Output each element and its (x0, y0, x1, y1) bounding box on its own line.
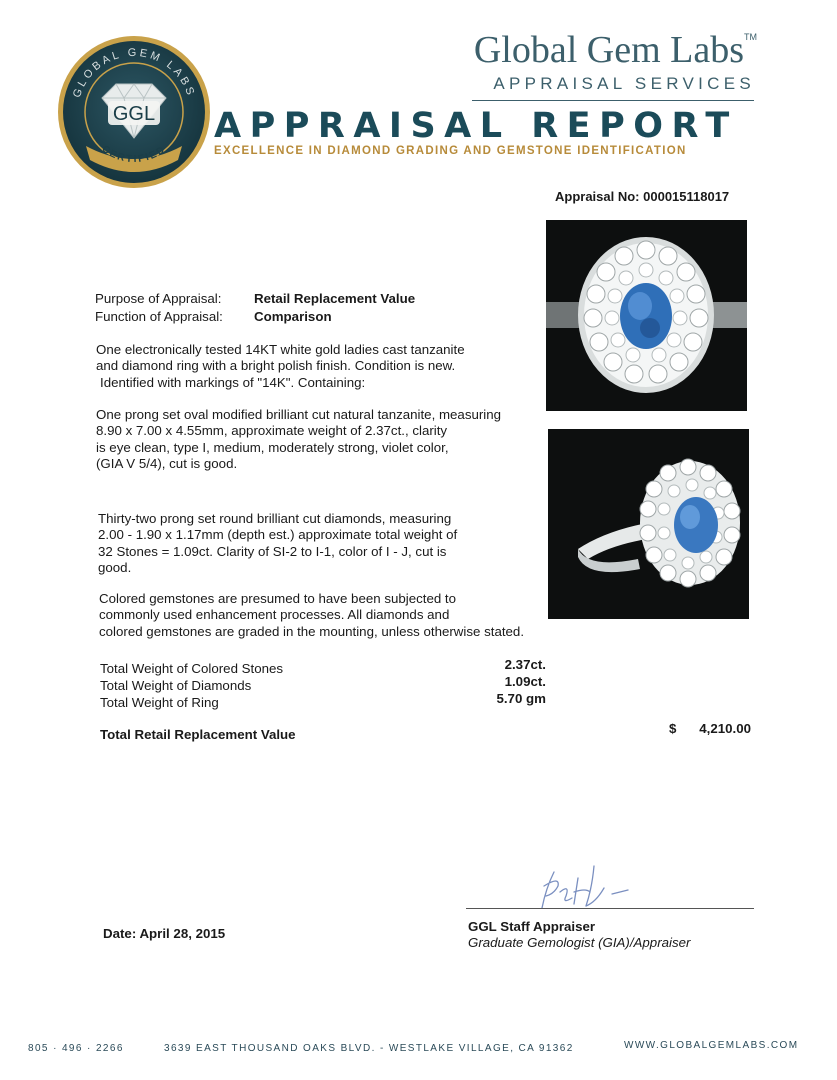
function-value: Comparison (254, 309, 332, 324)
diamonds-line: good. (98, 559, 132, 575)
total-ring-weight-label: Total Weight of Ring (100, 695, 219, 710)
total-ring-weight-value: 5.70 gm (496, 691, 546, 706)
tanzanite-line: (GIA V 5/4), cut is good. (96, 455, 238, 471)
footer-phone: 805 · 496 · 2266 (28, 1043, 124, 1054)
tanzanite-line: One prong set oval modified brilliant cut natural tanzanite, measuring (96, 407, 502, 422)
tanzanite-line: 8.90 x 7.00 x 4.55mm, approximate weight of 2.37ct., clarity (96, 423, 448, 439)
tanzanite-description (96, 407, 501, 472)
report-tagline: EXCELLENCE IN DIAMOND GRADING AND GEMSTONE IDENTIFICATION (214, 145, 687, 157)
description-line: Identified with markings of "14K". Containing: (100, 374, 366, 390)
seal-center-text: GGL (112, 103, 156, 125)
trademark-mark: TM (744, 32, 757, 42)
function-label: Function of Appraisal: (95, 309, 223, 324)
brand-name (474, 28, 757, 72)
footer-address: 3639 EAST THOUSAND OAKS BLVD. - WESTLAKE VILLAGE, CA 91362 (164, 1043, 574, 1054)
total-colored-stones-label: Total Weight of Colored Stones (100, 661, 284, 676)
diamonds-line: 32 Stones = 1.09ct. Clarity of SI-2 to I-1, color of I - J, cut is (98, 543, 447, 559)
tanzanite-line: is eye clean, type I, medium, moderately strong, violet color, (96, 439, 449, 455)
ring-photo-top-view (546, 220, 747, 411)
replacement-value-amount: 4,210.00 (699, 721, 751, 736)
total-diamonds-value: 1.09ct. (504, 674, 546, 689)
replacement-value-currency: $ (669, 721, 677, 736)
total-colored-stones-value: 2.37ct. (504, 657, 546, 672)
ring-description (96, 342, 465, 391)
brand-name-text: Global Gem Labs (473, 29, 744, 71)
appraisal-date: Date: April 28, 2015 (103, 926, 226, 941)
report-title: APPRAISAL REPORT (214, 106, 738, 146)
total-diamonds-label: Total Weight of Diamonds (100, 678, 252, 693)
appraiser-name: GGL Staff Appraiser (468, 919, 596, 934)
seal-bottom-text: CERTIFIED (99, 143, 169, 166)
replacement-value-label: Total Retail Replacement Value (100, 727, 296, 742)
notice-line: commonly used enhancement processes. All diamonds and (99, 607, 450, 623)
brand-divider (472, 100, 754, 101)
diamonds-line: 2.00 - 1.90 x 1.17mm (depth est.) approximate total weight of (98, 527, 458, 543)
seal-top-text: GLOBAL GEM LABS (70, 46, 198, 100)
purpose-label: Purpose of Appraisal: (95, 291, 222, 306)
description-line: One electronically tested 14KT white gold ladies cast tanzanite (96, 342, 465, 357)
purpose-value: Retail Replacement Value (254, 291, 416, 306)
ggl-certified-seal (56, 34, 212, 190)
footer-website[interactable]: WWW.GLOBALGEMLABS.COM (624, 1040, 799, 1051)
appraiser-title: Graduate Gemologist (GIA)/Appraiser (468, 935, 691, 950)
notice-line: colored gemstones are graded in the mounting, unless otherwise stated. (99, 623, 525, 639)
appraisal-number: Appraisal No: 000015118017 (555, 189, 730, 204)
notice-line: Colored gemstones are presumed to have been subjected to (99, 591, 457, 606)
enhancement-notice (99, 591, 524, 640)
appraisal-services-label: APPRAISAL SERVICES (493, 74, 755, 93)
diamonds-description (98, 511, 457, 576)
description-line: and diamond ring with a bright polish finish. Condition is new. (96, 358, 456, 374)
diamonds-line: Thirty-two prong set round brilliant cut diamonds, measuring (98, 511, 452, 526)
ring-photo-side-view (548, 429, 749, 619)
signature-line (466, 908, 754, 909)
